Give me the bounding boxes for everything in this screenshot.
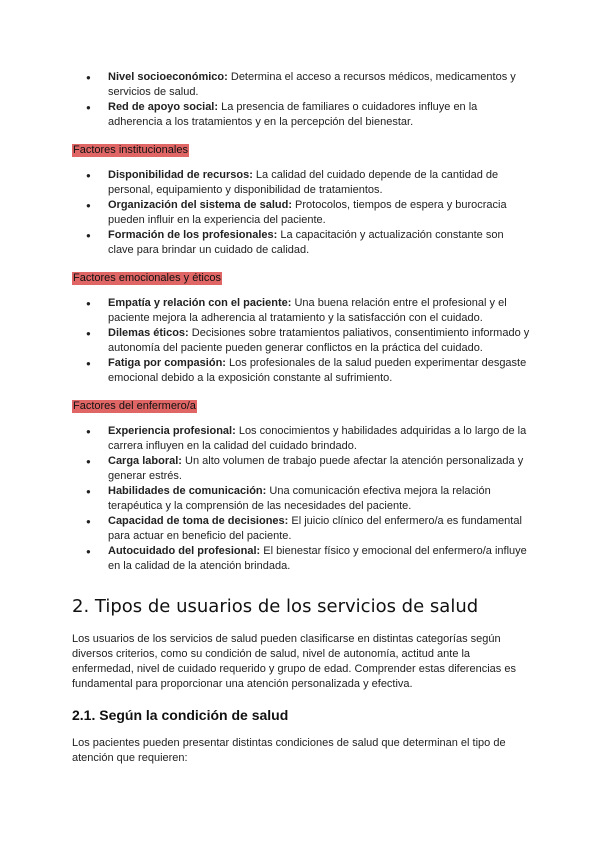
item-text: Una buena relación entre el profesional y el paciente mejora la adherencia al tratamiento y la satisfacción con el cuidado. [108, 297, 507, 324]
highlighted-heading: Factores institucionales [73, 144, 188, 156]
subsection-paragraph: Los pacientes pueden presentar distintas condiciones de salud que determinan el tipo de atención que requieren: [72, 737, 506, 764]
item-text: Determina el acceso a recursos médicos, medicamentos y servicios de salud. [108, 71, 516, 98]
list-item [72, 296, 532, 326]
bullet-list-enfermero [72, 424, 532, 574]
bullet-list-emocionales [72, 296, 532, 386]
item-text: La capacitación y actualización constante son clave para brindar un cuidado de calidad. [108, 229, 504, 256]
list-item [72, 484, 532, 514]
item-term: Habilidades de comunicación: [108, 485, 267, 497]
item-term: Carga laboral: [108, 455, 182, 467]
item-term: Experiencia profesional: [108, 425, 236, 437]
list-item [72, 198, 532, 228]
list-item [72, 454, 532, 484]
item-term: Dilemas éticos: [108, 327, 189, 339]
item-term: Fatiga por compasión: [108, 357, 226, 369]
list-item [72, 424, 532, 454]
highlighted-heading: Factores emocionales y éticos [73, 272, 221, 284]
section-heading-enfermero [72, 396, 532, 414]
highlighted-heading: Factores del enfermero/a [73, 400, 196, 412]
item-text: El bienestar físico y emocional del enfermero/a influye en la calidad de la atención brindada. [108, 545, 527, 572]
section-heading-institucionales [72, 140, 532, 158]
subsection-title-condicion-salud: 2.1. Según la condición de salud [72, 707, 289, 723]
list-item [72, 100, 532, 130]
item-term: Empatía y relación con el paciente: [108, 297, 292, 309]
item-text: Los profesionales de la salud pueden experimentar desgaste emocional debido a la exposición constante al sufrimiento. [108, 357, 527, 384]
list-item [72, 70, 532, 100]
section-title-tipos-usuarios: 2. Tipos de usuarios de los servicios de salud [72, 596, 479, 617]
item-text: Un alto volumen de trabajo puede afectar la atención personalizada y generar estrés. [108, 455, 524, 482]
item-text: Los conocimientos y habilidades adquiridas a lo largo de la carrera influyen en la calidad del cuidado brindado. [108, 425, 527, 452]
item-term: Red de apoyo social: [108, 101, 219, 113]
item-text: El juicio clínico del enfermero/a es fundamental para actuar en beneficio del paciente. [108, 515, 522, 542]
item-term: Autocuidado del profesional: [108, 545, 261, 557]
item-text: Una comunicación efectiva mejora la relación terapéutica y la comprensión de las necesidades del paciente. [108, 485, 491, 512]
list-item [72, 544, 532, 574]
list-item [72, 326, 532, 356]
section-heading-emocionales [72, 268, 532, 286]
item-term: Formación de los profesionales: [108, 229, 278, 241]
item-text: La presencia de familiares o cuidadores influye en la adherencia a los tratamientos y en la percepción del bienestar. [108, 101, 478, 128]
item-term: Disponibilidad de recursos: [108, 169, 253, 181]
document-content [72, 70, 532, 766]
intro-paragraph: Los usuarios de los servicios de salud pueden clasificarse en distintas categorías según diversos criterios, como su condición de salud, nivel de autonomía, actitud ante la enfermedad, nivel de cuidado requerido y grupo de edad. Comprender estas diferencias es fundamental para proporcionar una atención personalizada y efectiva. [72, 633, 516, 690]
bullet-list-top [72, 70, 532, 130]
list-item [72, 356, 532, 386]
item-term: Nivel socioeconómico: [108, 71, 228, 83]
item-text: Protocolos, tiempos de espera y burocracia pueden influir en la experiencia del paciente. [108, 199, 507, 226]
item-text: La calidad del cuidado depende de la cantidad de personal, equipamiento y disponibilidad de tratamientos. [108, 169, 499, 196]
item-text: Decisiones sobre tratamientos paliativos, consentimiento informado y autonomía del paciente pueden generar conflictos en la práctica del cuidado. [108, 327, 530, 354]
bullet-list-institucionales [72, 168, 532, 258]
list-item [72, 514, 532, 544]
list-item [72, 168, 532, 198]
item-term: Organización del sistema de salud: [108, 199, 292, 211]
list-item [72, 228, 532, 258]
item-term: Capacidad de toma de decisiones: [108, 515, 289, 527]
